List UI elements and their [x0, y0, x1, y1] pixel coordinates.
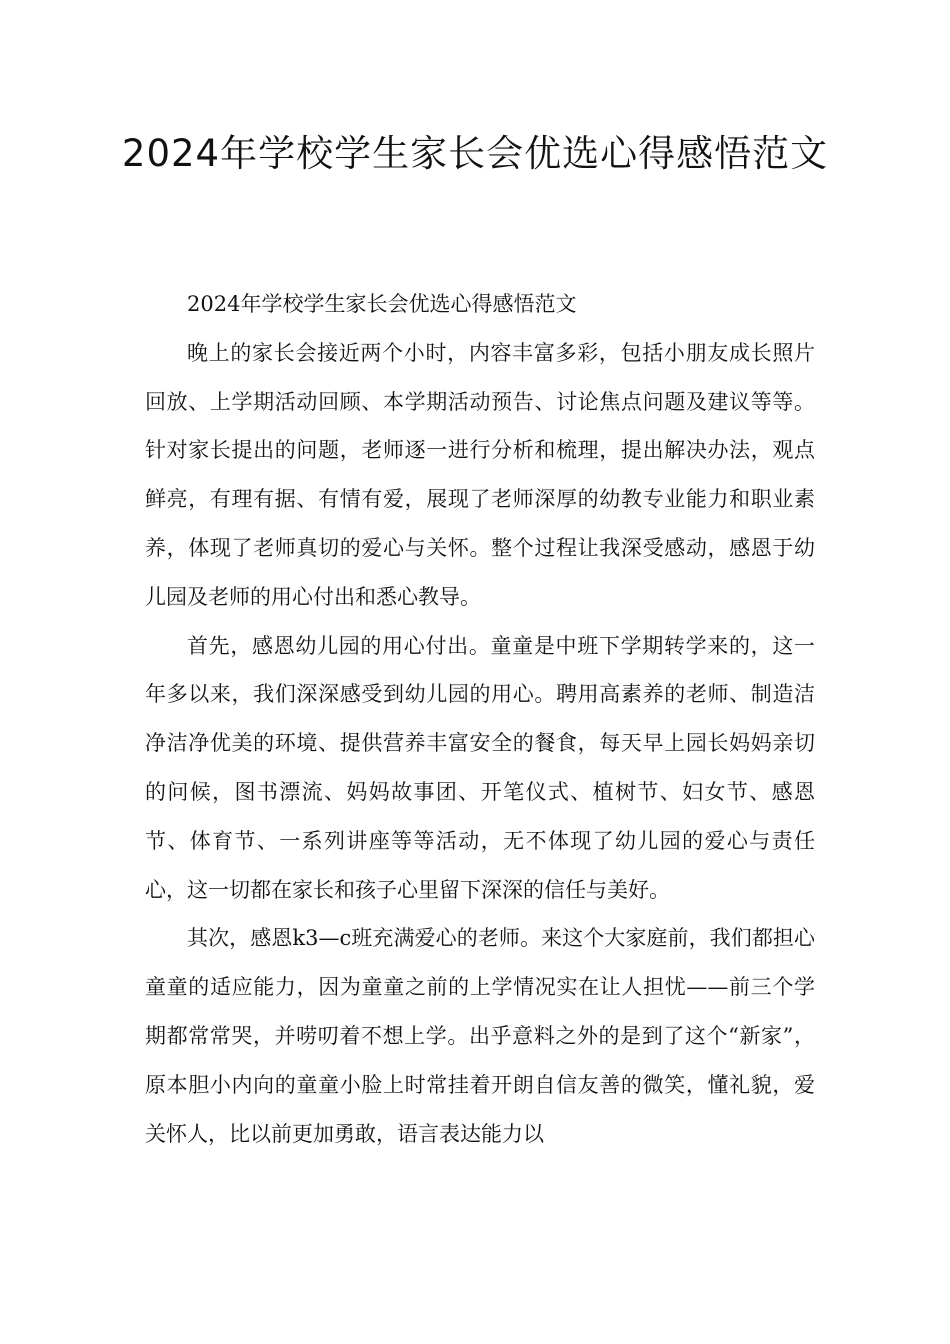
- paragraph-1: 晚上的家长会接近两个小时，内容丰富多彩，包括小朋友成长照片回放、上学期活动回顾、本学期活动预告、讨论焦点问题及建议等等。针对家长提出的问题，老师逐一进行分析和梳理，提出解决办法，观点鲜亮，有理有据、有情有爱，展现了老师深厚的幼教专业能力和职业素养，体现了老师真切的爱心与关怀。整个过程让我深受感动，感恩于幼儿园及老师的用心付出和悉心教导。: [145, 340, 815, 609]
- paragraph-subtitle: 2024年学校学生家长会优选心得感悟范文: [187, 292, 577, 316]
- paragraph-3: 其次，感恩k3—c班充满爱心的老师。来这个大家庭前，我们都担心童童的适应能力，因为童童之前的上学情况实在让人担忧——前三个学期都常常哭，并唠叨着不想上学。出乎意料之外的是到了这个“新家”，原本胆小内向的童童小脸上时常挂着开朗自信友善的微笑，懂礼貌，爱关怀人，比以前更加勇敢，语言表达能力以: [145, 926, 815, 1146]
- document-title: 2024年学校学生家长会优选心得感悟范文: [121, 132, 829, 175]
- paragraph-2: 首先，感恩幼儿园的用心付出。童童是中班下学期转学来的，这一年多以来，我们深深感受到幼儿园的用心。聘用高素养的老师、制造洁净洁净优美的环境、提供营养丰富安全的餐食，每天早上园长妈妈亲切的问候，图书漂流、妈妈故事团、开笔仪式、植树节、妇女节、感恩节、体育节、一系列讲座等等活动，无不体现了幼儿园的爱心与责任心，这一切都在家长和孩子心里留下深深的信任与美好。: [145, 633, 815, 902]
- document-body: [145, 280, 815, 1158]
